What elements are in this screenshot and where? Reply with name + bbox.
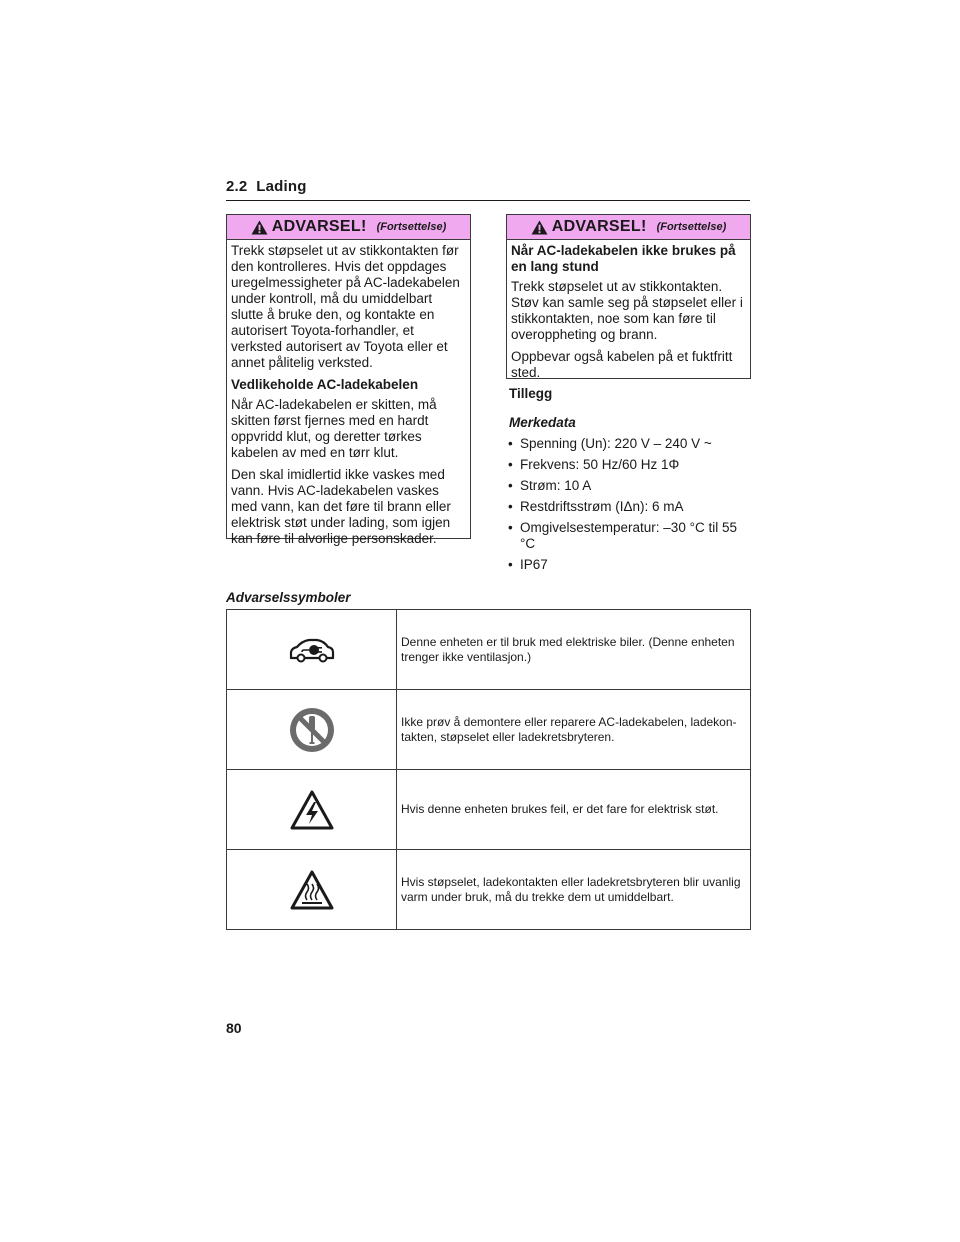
warning-body (507, 240, 750, 395)
electric-shock-warning-icon (290, 790, 334, 830)
warning-subheading: Vedlikeholde AC-ladekabelen (231, 377, 419, 392)
warning-continued: (Fortsettelse) (656, 221, 727, 233)
warning-continued: (Fortsettelse) (376, 221, 447, 233)
symbol-description: Hvis støpselet, ladekontakten eller ladekretsbryteren blir uvanlig varm under bruk, må du trekke dem ut umiddelbart. (397, 850, 751, 930)
table-row (227, 850, 751, 930)
merkedata-heading: Merkedata (509, 415, 576, 430)
list-item: • Restdriftsstrøm (IΔn): 6 mA (506, 499, 751, 515)
page-number: 80 (226, 1020, 242, 1036)
table-row (227, 690, 751, 770)
warning-title: ADVARSEL! (271, 218, 367, 235)
warning-box-left (226, 214, 471, 546)
symbol-description: Ikke prøv å demontere eller reparere AC-ladekabelen, ladekon-takten, støpselet eller ladekretsbryteren. (397, 690, 751, 770)
icon-cell (227, 770, 397, 850)
list-item: • Frekvens: 50 Hz/60 Hz 1Φ (506, 457, 751, 473)
warning-title: ADVARSEL! (551, 218, 647, 235)
icon-cell (227, 850, 397, 930)
symbol-description: Denne enheten er til bruk med elektriske biler. (Denne enheten trenger ikke ventilasjon.) (397, 610, 751, 690)
icon-cell (227, 690, 397, 770)
list-item: • Strøm: 10 A (506, 478, 751, 494)
warning-box-right (506, 214, 751, 379)
symbols-heading: Advarselssymboler (226, 590, 351, 605)
warning-body (227, 240, 470, 561)
warning-subheading: Når AC-ladekabelen ikke brukes på en lang stund (511, 243, 736, 274)
no-disassembly-icon (288, 706, 336, 754)
warning-paragraph: Trekk støpselet ut av stikkontakten. Støv kan samle seg på støpselet eller i stikkontakten, noe som kan føre til overoppheting og brann. (511, 279, 743, 342)
table-row (227, 610, 751, 690)
warning-triangle-icon (251, 220, 268, 235)
table-row (227, 770, 751, 850)
symbol-description: Hvis denne enheten brukes feil, er det fare for elektrisk støt. (397, 770, 751, 850)
warning-triangle-icon (531, 220, 548, 235)
tillegg-heading: Tillegg (509, 386, 553, 401)
hot-surface-warning-icon (290, 870, 334, 910)
symbols-table (226, 609, 751, 930)
spec-list (506, 436, 751, 578)
list-item: • IP67 (506, 557, 751, 573)
list-item: • Omgivelsestemperatur: –30 °C til 55 °C (506, 520, 751, 552)
list-item: • Spenning (Un): 220 V – 240 V ~ (506, 436, 751, 452)
icon-cell (227, 610, 397, 690)
warning-paragraph: Trekk støpselet ut av stikkontakten før den kontrolleres. Hvis det oppdages uregelmessigheter på AC-ladekabelen under kontroll, må du umiddelbart slutte å bruke den, og kontakte en autorisert Toyota-forhandler, et verksted autorisert av Toyota eller et annet pålitelig verksted. (231, 243, 460, 370)
warning-paragraph: Den skal imidlertid ikke vaskes med vann. Hvis AC-ladekabelen vaskes med vann, kan det føre til brann eller elektrisk støt under lading, som igjen kan føre til alvorlige personskader. (231, 467, 451, 546)
warning-header (227, 215, 470, 240)
warning-header (507, 215, 750, 240)
warning-paragraph: Når AC-ladekabelen er skitten, må skitten først fjernes med en hardt oppvridd klut, og deretter tørkes kabelen av med en tørr klut. (231, 397, 437, 460)
section-title: Lading (256, 178, 307, 195)
section-header (226, 178, 750, 201)
warning-paragraph: Oppbevar også kabelen på et fuktfritt sted. (511, 349, 733, 380)
electric-car-icon (287, 637, 337, 663)
section-number: 2.2 (226, 178, 248, 195)
